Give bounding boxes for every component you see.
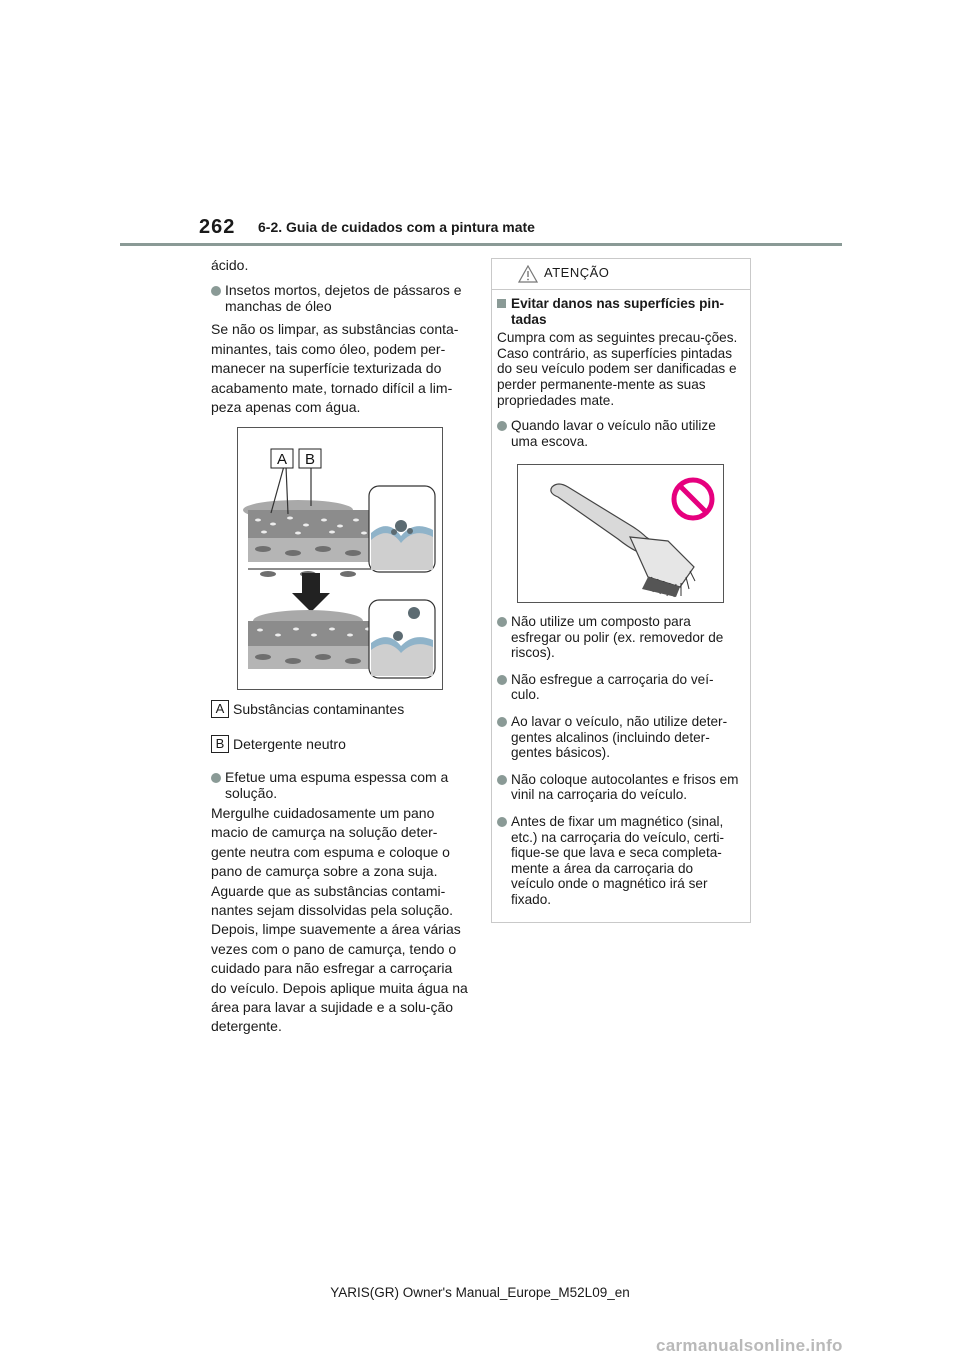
legend-text-a: Substâncias contaminantes [233, 701, 405, 717]
warning-item-text: Não esfregue a carroçaria do veí-culo. [511, 671, 714, 703]
figure-labels [271, 449, 321, 468]
warning-header [492, 259, 750, 290]
bullet-dot-icon [497, 421, 507, 431]
watermark: carmanualsonline.info [656, 1336, 843, 1355]
warning-item-text: Ao lavar o veículo, não utilize deter-gentes alcalinos (incluindo deter-gentes básicos). [511, 713, 728, 761]
continuation-text: ácido. [211, 257, 249, 273]
warning-item-brush-text: Quando lavar o veículo não utilize uma escova. [511, 418, 716, 449]
bullet-dot-icon [211, 286, 221, 296]
marker-a: A [276, 451, 288, 468]
down-arrow-icon [292, 573, 330, 612]
marker-b: B [304, 451, 316, 468]
surface-figure [237, 427, 443, 690]
square-bullet-icon [497, 299, 506, 308]
bullet-foam [211, 770, 469, 801]
legend-item-a [211, 700, 469, 718]
warning-items [497, 614, 739, 908]
warning-item-text: Não utilize um composto para esfregar ou polir (ex. removedor de riscos). [511, 614, 724, 661]
warning-content [497, 296, 739, 449]
surface-before [243, 466, 435, 577]
warning-heading [497, 296, 739, 327]
bullet-foam-text: Efetue uma espuma espessa com a solução. [225, 769, 449, 801]
warning-item-text: Antes de fixar um magnético (sinal, etc.) na carroçaria do veículo, certi-fique-se que lava e seca completa-mente a área da carroçaria do veículo onde o magnético irá ser fixado. [511, 813, 725, 907]
bullet-dot-icon [497, 817, 507, 827]
footer: YARIS(GR) Owner's Manual_Europe_M52L09_en [330, 1285, 630, 1300]
warning-item-brush [497, 418, 739, 449]
warning-item-text: Não coloque autocolantes e frisos em vinil na carroçaria do veículo. [511, 771, 739, 803]
bullet-dot-icon [211, 773, 221, 783]
legend-item-b [211, 735, 469, 753]
legend-letter-a: A [211, 700, 229, 718]
legend-text-b: Detergente neutro [233, 736, 346, 752]
warning-item [497, 772, 739, 803]
warning-box [491, 258, 751, 923]
bullet-dot-icon [497, 675, 507, 685]
surface-after [248, 600, 435, 678]
paragraph-contaminants: Se não os limpar, as substâncias conta-minantes, tais como óleo, podem per-manecer na superfície texturizada do acabamento mate, tornado difícil a lim-peza apenas com água. [211, 321, 459, 416]
bullet-dot-icon [497, 775, 507, 785]
warning-triangle-icon [518, 265, 538, 283]
warning-item [497, 672, 739, 703]
section-title: 6-2. Guia de cuidados com a pintura mate [258, 219, 535, 235]
page-number: 262 [199, 216, 236, 238]
bullet-dot-icon [497, 717, 507, 727]
warning-heading-text: Evitar danos nas superfícies pin-tadas [511, 296, 725, 327]
warning-intro: Cumpra com as seguintes precau-ções. Caso contrário, as superfícies pintadas do seu veículo podem ser danificadas e perder permanente-mente as suas propriedades mate. [497, 330, 738, 408]
legend-letter-b: B [211, 735, 229, 753]
left-column [211, 256, 469, 417]
paragraph-procedure: Mergulhe cuidadosamente um pano macio de camurça na solução deter-gente neutra com espuma e coloque o pano de camurça sobre a zona suja. Aguarde que as substâncias contami-nantes sejam dissolvidas pela solução. Depois, limpe suavemente a área várias vezes com o pano de camurça, tendo o cuidado para não esfregar a carroçaria do veículo. Depois aplique muita água na área para lavar a sujidade e a solu-ção detergente. [211, 805, 468, 1035]
warning-item [497, 714, 739, 761]
warning-item [497, 614, 739, 661]
bullet-dot-icon [497, 617, 507, 627]
warning-item [497, 814, 739, 908]
brush-prohibited-illustration [518, 465, 723, 602]
warning-title: ATENÇÃO [544, 265, 610, 280]
bullet-insects [211, 283, 469, 314]
brush-figure [517, 464, 724, 603]
bullet-insects-text: Insetos mortos, dejetos de pássaros e manchas de óleo [225, 282, 462, 314]
prohibition-icon [674, 480, 712, 518]
surface-illustration [238, 428, 442, 689]
legend-and-text [211, 700, 469, 1037]
header-rule [120, 243, 842, 246]
